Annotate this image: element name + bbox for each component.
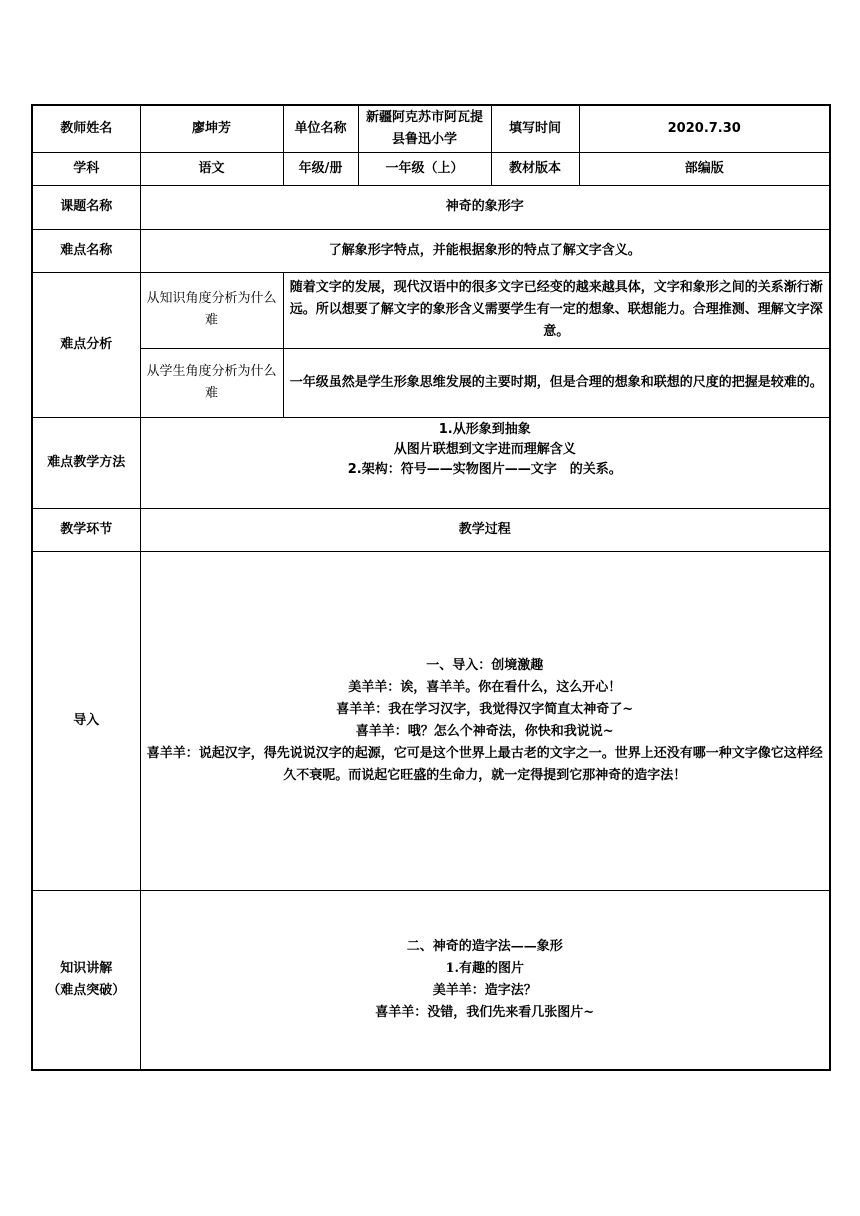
difficulty-row	[32, 229, 830, 272]
knowledge-angle-text: 随着文字的发展，现代汉语中的很多文字已经变的越来越具体，文字和象形之间的关系渐行渐远。所以想要了解文字的象形含义需要学生有一定的想象、联想能力。合理推测、理解文字深意。	[283, 272, 830, 348]
knowledge-row	[32, 890, 830, 1070]
header-row-1	[32, 105, 830, 152]
grade-value: 一年级（上）	[358, 152, 491, 185]
method-label: 难点教学方法	[32, 417, 140, 508]
knowledge-line: 1.有趣的图片	[445, 960, 525, 976]
topic-value: 神奇的象形字	[140, 185, 830, 229]
analysis-knowledge-row	[32, 272, 830, 348]
analysis-label: 难点分析	[32, 272, 140, 417]
method-line: 1.从形象到抽象	[438, 421, 531, 437]
unit-label: 单位名称	[283, 105, 358, 152]
intro-line: 喜羊羊：说起汉字，得先说说汉字的起源，它可是这个世界上最古老的文字之一。世界上还没有哪一种文字像它这样经久不衰呢。而说起它旺盛的生命力，就一定得提到它那神奇的造字法！	[146, 745, 823, 783]
intro-line: 一、导入：创境激趣	[426, 657, 544, 673]
date-value: 2020.7.30	[579, 105, 830, 152]
edition-value: 部编版	[579, 152, 830, 185]
difficulty-label: 难点名称	[32, 229, 140, 272]
knowledge-content	[140, 890, 830, 1070]
intro-content	[140, 551, 830, 890]
analysis-student-row	[32, 348, 830, 417]
teacher-label: 教师姓名	[32, 105, 140, 152]
subject-label: 学科	[32, 152, 140, 185]
teacher-value: 廖坤芳	[140, 105, 283, 152]
knowledge-label-line-2: （难点突破）	[47, 982, 126, 998]
knowledge-line: 美羊羊：造字法？	[432, 982, 537, 998]
knowledge-line: 喜羊羊：没错，我们先来看几张图片~	[375, 1004, 595, 1020]
intro-line: 美羊羊：诶，喜羊羊。你在看什么，这么开心！	[348, 679, 622, 695]
subject-value: 语文	[140, 152, 283, 185]
knowledge-label	[32, 890, 140, 1070]
method-line: 2.架构：符号——实物图片——文字 的关系。	[347, 461, 622, 477]
topic-row	[32, 185, 830, 229]
method-line: 从图片联想到文字进而理解含义	[393, 441, 576, 457]
knowledge-line: 二、神奇的造字法——象形	[406, 938, 563, 954]
unit-value: 新疆阿克苏市阿瓦提县鲁迅小学	[358, 105, 491, 152]
difficulty-value: 了解象形字特点，并能根据象形的特点了解文字含义。	[140, 229, 830, 272]
topic-label: 课题名称	[32, 185, 140, 229]
process-header: 教学过程	[140, 508, 830, 551]
intro-row	[32, 551, 830, 890]
intro-label: 导入	[32, 551, 140, 890]
intro-line: 喜羊羊：哦？怎么个神奇法，你快和我说说~	[355, 723, 614, 739]
process-header-row	[32, 508, 830, 551]
grade-label: 年级/册	[283, 152, 358, 185]
header-row-2	[32, 152, 830, 185]
knowledge-label-line-1: 知识讲解	[60, 960, 113, 976]
knowledge-angle-label: 从知识角度分析为什么难	[140, 272, 283, 348]
lesson-plan-table	[31, 104, 831, 1071]
intro-line: 喜羊羊：我在学习汉字，我觉得汉字简直太神奇了~	[336, 701, 634, 717]
method-content	[140, 417, 830, 508]
student-angle-text: 一年级虽然是学生形象思维发展的主要时期，但是合理的想象和联想的尺度的把握是较难的。	[283, 348, 830, 417]
edition-label: 教材版本	[491, 152, 579, 185]
method-row	[32, 417, 830, 508]
stage-header: 教学环节	[32, 508, 140, 551]
date-label: 填写时间	[491, 105, 579, 152]
student-angle-label: 从学生角度分析为什么难	[140, 348, 283, 417]
